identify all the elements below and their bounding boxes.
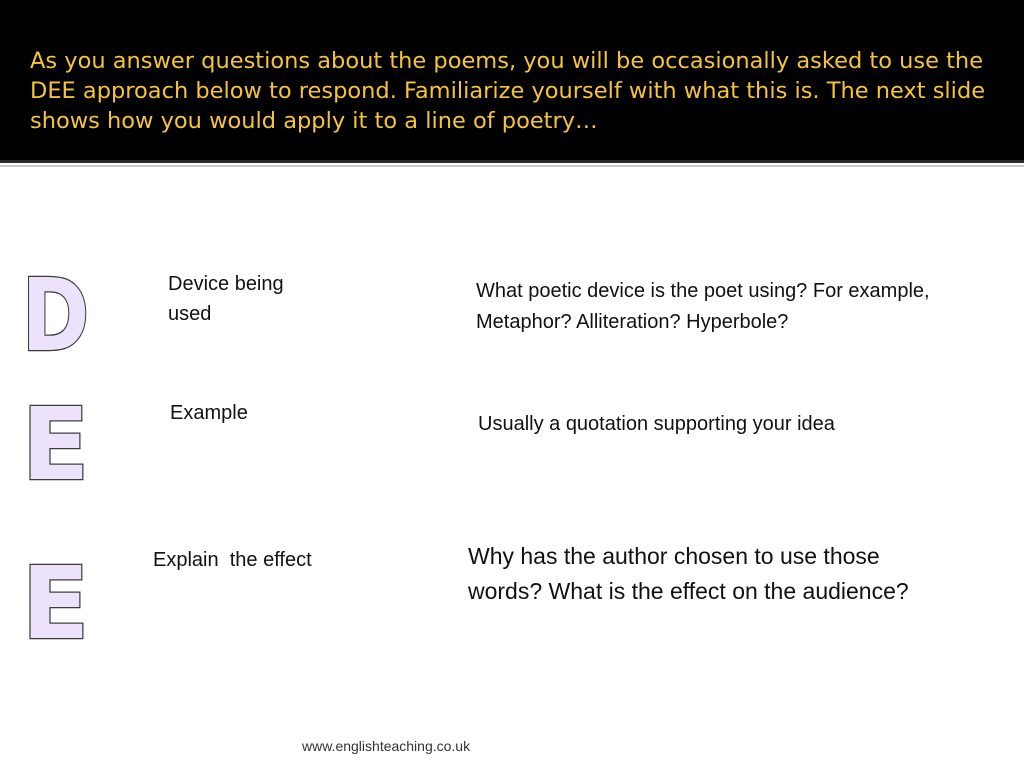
term-example: Example <box>170 402 248 424</box>
letter-d-graphic <box>18 257 93 374</box>
description-device: What poetic device is the poet using? For example, Metaphor? Alliteration? Hyperbole? <box>476 280 930 333</box>
letter-e-example-graphic <box>18 386 93 503</box>
letter-e-explain-glyph: E <box>21 545 90 662</box>
slide-title: As you answer questions about the poems, you will be occasionally asked to use the DEE approach below to respond. Familiarize yourself with what this is. The next slide shows how you would apply it to a line of poetry… <box>30 48 986 134</box>
letter-d <box>18 257 93 374</box>
letter-e-explain-graphic <box>18 545 93 662</box>
letter-e-example <box>18 386 93 503</box>
title-bar <box>0 0 1024 160</box>
footer-url: www.englishteaching.co.uk <box>302 738 471 754</box>
letter-d-glyph: D <box>21 257 90 374</box>
description-example: Usually a quotation supporting your idea <box>478 413 835 435</box>
letter-e-explain <box>18 545 93 662</box>
header-divider <box>0 160 1024 163</box>
description-explain: Why has the author chosen to use those words? What is the effect on the audience? <box>468 543 909 604</box>
term-device: Device being used <box>168 273 284 325</box>
term-explain: Explain the effect <box>153 549 312 571</box>
header-divider-light <box>0 165 1024 167</box>
letter-e-example-glyph: E <box>21 386 90 503</box>
